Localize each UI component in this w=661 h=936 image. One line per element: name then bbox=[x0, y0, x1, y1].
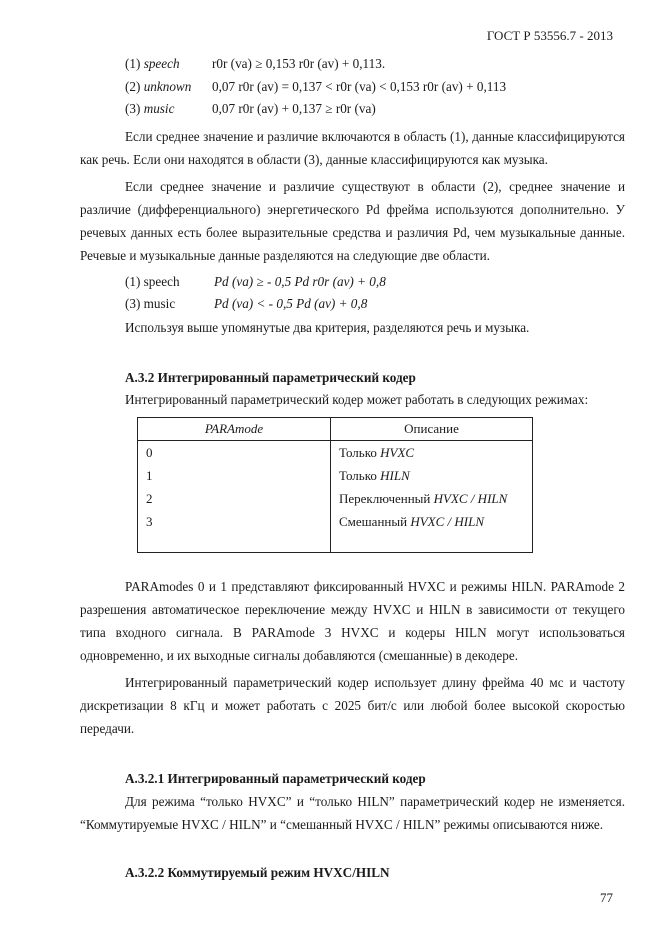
table-row bbox=[138, 510, 533, 533]
criterion-formula: 0,07 r0r (av) + 0,137 ≥ r0r (va) bbox=[212, 101, 376, 116]
section-heading-a321: А.3.2.1 Интегрированный параметрический кодер bbox=[125, 771, 426, 786]
desc-prefix: Переключенный bbox=[339, 490, 434, 506]
criterion2-speech bbox=[125, 271, 625, 294]
criterion-formula: Pd (va) < - 0,5 Pd (av) + 0,8 bbox=[214, 296, 368, 311]
mode-cell: 0 bbox=[138, 441, 331, 465]
desc-codec: HVXC bbox=[380, 444, 415, 460]
paragraph-paramodes: PARAmodes 0 и 1 представляют фиксированный HVXC и режимы HILN. PARAmode 2 разрешения автоматическое переключение между HVXC и HILN в зависимости от текущего типа входного сигнала. В PARAmode 3 HVXC и кодеры HILN могут использоваться одновременно, и их выходные сигналы добавляются (смешанные) в декодере. bbox=[80, 579, 625, 663]
mode-cell: 2 bbox=[138, 487, 331, 510]
mode-cell: 3 bbox=[138, 510, 331, 533]
page-content bbox=[80, 53, 625, 884]
desc-codec: HVXC / HILN bbox=[410, 513, 484, 529]
paramode-table bbox=[137, 417, 533, 553]
criterion-label: (2) unknown bbox=[125, 78, 192, 94]
criterion-formula: r0r (va) ≥ 0,153 r0r (av) + 0,113. bbox=[212, 56, 386, 71]
criterion2-music bbox=[125, 293, 625, 316]
page-number: 77 bbox=[600, 890, 613, 905]
paragraph-region-2: Если среднее значение и различие существуют в области (2), среднее значение и различие (дифференциального) энергетического Pd фрейма используются дополнительно. У речевых данных есть более выразительные средства и различия Pd, чем музыкальные данные. Речевые и музыкальные данные разделяются на следующие две области. bbox=[80, 178, 625, 263]
desc-codec: HVXC / HILN bbox=[433, 490, 508, 506]
criterion-label: (1) speech bbox=[125, 273, 180, 289]
column-header-paramode: PARAmode bbox=[138, 418, 331, 441]
criterion-label: (1) speech bbox=[125, 56, 180, 71]
desc-prefix: Смешанный bbox=[339, 513, 411, 529]
description-cell bbox=[331, 487, 533, 510]
desc-prefix: Только bbox=[339, 444, 381, 460]
empty-cell bbox=[138, 533, 331, 553]
criterion-unknown bbox=[125, 76, 625, 99]
mode-cell: 1 bbox=[138, 464, 331, 487]
desc-codec: HILN bbox=[380, 467, 410, 483]
paragraph-a321: Для режима “только HVXC” и “только HILN” параметрический кодер не изменяется. “Коммутируемые HVXC / HILN” и “смешанный HVXC / HILN” режимы описываются ниже. bbox=[80, 794, 625, 832]
column-header-description: Описание bbox=[331, 418, 533, 441]
criterion-label: (3) music bbox=[125, 101, 175, 116]
table-row bbox=[138, 441, 533, 465]
description-cell bbox=[331, 441, 533, 465]
criterion-music bbox=[125, 98, 625, 121]
desc-prefix: Только bbox=[339, 467, 381, 483]
table-row bbox=[138, 487, 533, 510]
section-heading-a32: А.3.2 Интегрированный параметрический кодер bbox=[125, 369, 416, 385]
table-row-empty bbox=[138, 533, 533, 553]
paragraph-frame-length: Интегрированный параметрический кодер использует длину фрейма 40 мс и частоту дискретизации 8 кГц и может работать с 2025 бит/с или любой более высокой скоростью передачи. bbox=[80, 675, 625, 736]
section-intro-a32: Интегрированный параметрический кодер может работать в следующих режимах: bbox=[125, 391, 589, 407]
table-row bbox=[138, 464, 533, 487]
criterion-formula: Pd (va) ≥ - 0,5 Pd r0r (av) + 0,8 bbox=[214, 273, 386, 289]
section-heading-a322: А.3.2.2 Коммутируемый режим HVXC/HILN bbox=[125, 865, 390, 880]
description-cell bbox=[331, 510, 533, 533]
empty-cell bbox=[331, 533, 533, 553]
standard-header: ГОСТ Р 53556.7 - 2013 bbox=[486, 28, 613, 43]
criterion-label: (3) music bbox=[125, 296, 176, 311]
description-cell bbox=[331, 464, 533, 487]
criterion-formula: 0,07 r0r (av) = 0,137 < r0r (va) < 0,153 r0r (av) + 0,113 bbox=[212, 78, 507, 94]
paragraph-criteria-summary: Используя выше упомянутые два критерия, разделяются речь и музыка. bbox=[125, 319, 530, 335]
paragraph-classification: Если среднее значение и различие включаются в область (1), данные классифицируются как речь. Если они находятся в области (3), данные классифицируются как музыка. bbox=[80, 128, 625, 167]
criterion-speech bbox=[125, 53, 625, 76]
table-header-row bbox=[138, 418, 533, 441]
